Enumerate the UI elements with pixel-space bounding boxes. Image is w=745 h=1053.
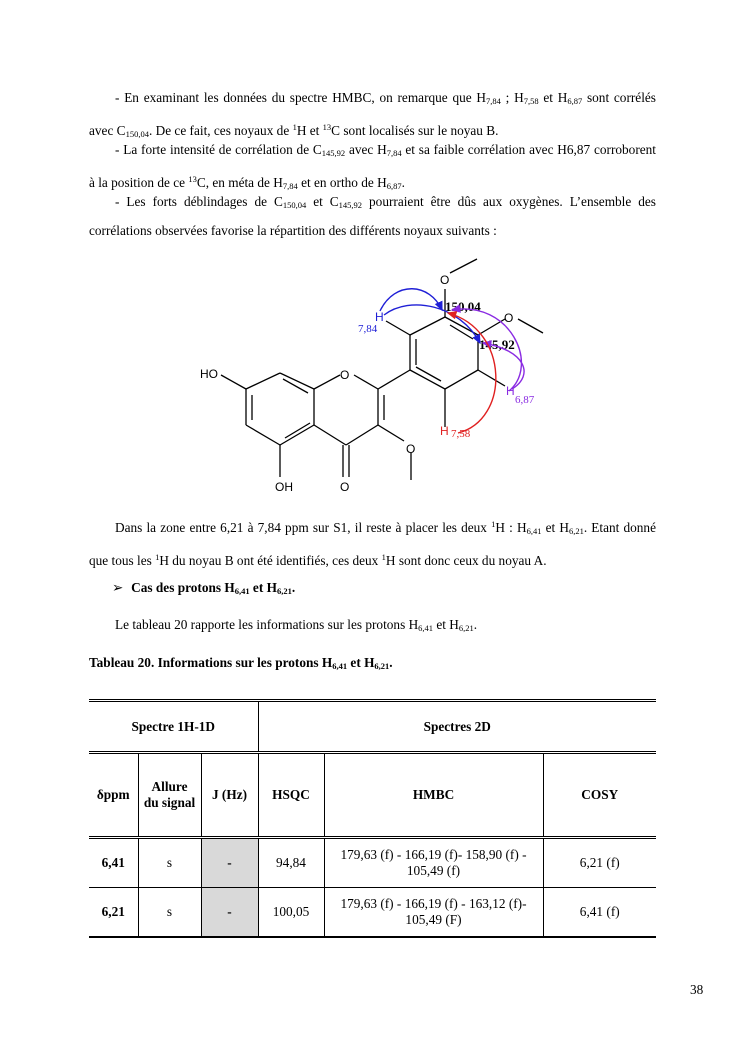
page-number: 38 xyxy=(690,982,704,997)
h-red-value: 7,58 xyxy=(451,428,471,440)
table-subheader-row xyxy=(89,753,656,838)
paragraph-deblindage: - Les forts déblindages de $C_{150,04}$ et $C_{145,92}$ pourraient être dûs aux oxygènes. L’ensemble des corrélations observées favorise la répartition des différents noyaux suivants : xyxy=(89,194,656,238)
h-blue-value: 7,84 xyxy=(358,323,378,335)
o-ring-label: O xyxy=(340,368,350,382)
table-row xyxy=(89,838,656,888)
cell-j: - xyxy=(201,888,258,938)
h-red: H xyxy=(440,424,449,438)
header-1d: Spectre 1H-1D xyxy=(89,701,258,753)
col-allure: Allure du signal xyxy=(138,753,201,838)
cell-cosy: 6,41 (f) xyxy=(543,888,656,938)
h-purple: H xyxy=(506,384,515,398)
header-2d: Spectres 2D xyxy=(258,701,656,753)
cell-hmbc: 179,63 (f) - 166,19 (f)- 158,90 (f) - 105,49 (f) xyxy=(324,838,543,888)
cell-hsqc: 94,84 xyxy=(258,838,324,888)
paragraph-hmbc: - En examinant les données du spectre HMBC, on remarque que $H_{7,84}$ ; $H_{7,58}$ et $H_{6,87}$ sont corrélés avec $C_{150,04}$. De ce fait, ces noyaux de $^1$H et $^{13}$C sont localisés sur le noyau B. xyxy=(89,90,656,139)
cell-j: - xyxy=(201,838,258,888)
cell-hsqc: 100,05 xyxy=(258,888,324,938)
col-cosy: COSY xyxy=(543,753,656,838)
table-caption: Tableau 20. Informations sur les protons $H_{6,41}$ et $H_{6,21}$. xyxy=(89,655,393,671)
paragraph-correlation: - La forte intensité de corrélation de $C_{145,92}$ avec $H_{7,84}$ et sa faible corrélation avec H6,87 corroborent à la position de ce $^{13}$C, en méta de $H_{7,84}$ et en ortho de $H_{6,87}$. xyxy=(89,142,656,191)
c-shift-145: 145,92 xyxy=(479,337,515,352)
table-row xyxy=(89,888,656,938)
table-header-row xyxy=(89,701,656,753)
section-heading-protons: ➢ Cas des protons $H_{6,41}$ et $H_{6,21}$. xyxy=(112,580,296,596)
cell-allure: s xyxy=(138,888,201,938)
table-20 xyxy=(89,699,656,938)
o-carbonyl: O xyxy=(340,480,350,494)
o-methoxy-c3: O xyxy=(406,442,416,456)
o-methoxy-top: O xyxy=(440,273,450,287)
h-purple-value: 6,87 xyxy=(515,394,535,406)
col-j: J (Hz) xyxy=(201,753,258,838)
h-blue: H xyxy=(375,310,384,324)
paragraph-zone: Dans la zone entre 6,21 à 7,84 ppm sur S1, il reste à placer les deux $^1$H : $H_{6,41}$ et $H_{6,21}$. Etant donné que tous les $^1$H du noyau B ont été identifiés, ces deux $^1$H sont donc ceux du noyau A. xyxy=(89,519,656,568)
cell-allure: s xyxy=(138,838,201,888)
molecule-structure xyxy=(190,255,570,500)
col-ppm: δppm xyxy=(89,753,138,838)
cell-ppm: 6,41 xyxy=(89,838,138,888)
ho-label: HO xyxy=(200,367,218,381)
cell-ppm: 6,21 xyxy=(89,888,138,938)
c-shift-150: 150,04 xyxy=(445,299,481,314)
cell-hmbc: 179,63 (f) - 166,19 (f) - 163,12 (f)- 105,49 (F) xyxy=(324,888,543,938)
arrow-bullet-icon: ➢ xyxy=(112,580,124,595)
oh-label: OH xyxy=(275,480,293,494)
cell-cosy: 6,21 (f) xyxy=(543,838,656,888)
paragraph-table-intro: Le tableau 20 rapporte les informations sur les protons $H_{6,41}$ et $H_{6,21}$. xyxy=(115,617,478,633)
col-hsqc: HSQC xyxy=(258,753,324,838)
col-hmbc: HMBC xyxy=(324,753,543,838)
o-methoxy-right: O xyxy=(504,311,514,325)
